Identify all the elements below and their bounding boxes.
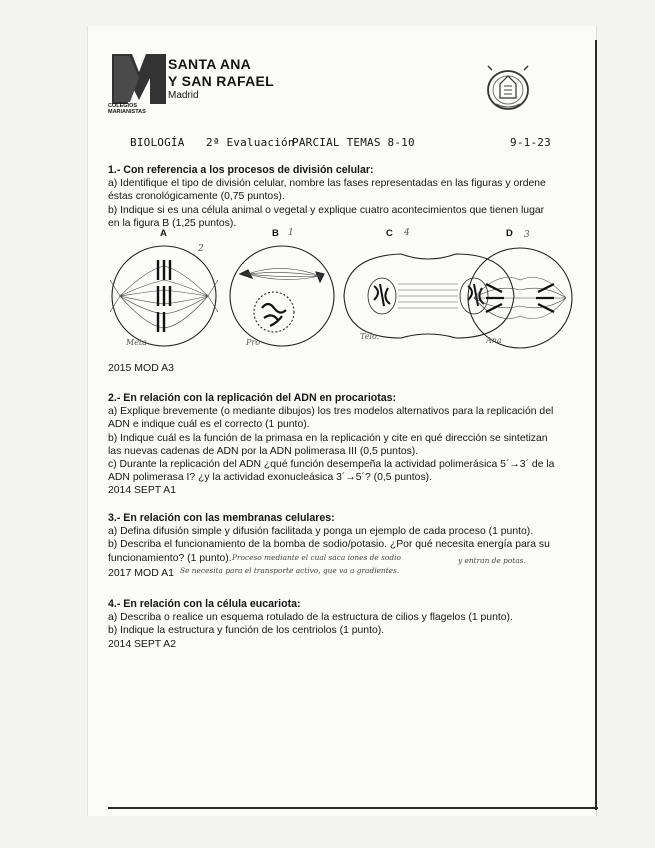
evaluation: 2ª Evaluación — [206, 136, 295, 149]
school-seal-icon — [482, 64, 534, 112]
question-3-source: 2017 MOD A1 — [108, 567, 174, 579]
sheet-edge-right — [595, 40, 597, 810]
figure-d-letter: D — [506, 228, 513, 239]
handwritten-answer-q3b-cont: y entran de potas. — [458, 556, 526, 565]
figure-b-order: 1 — [288, 228, 294, 238]
question-1-line: a) Identifique el tipo de división celular, nombre las fases representadas en las figuras y ordene — [108, 178, 546, 190]
exam-title: PARCIAL TEMAS 8-10 — [292, 136, 415, 149]
cell-division-figures — [106, 240, 576, 358]
handwritten-answer-q3b: Proceso mediante el cual saca iones de sodio — [232, 553, 401, 562]
question-2-line: c) Durante la replicación del ADN ¿qué función desempeña la actividad polimerásica 5´→3´ de la — [108, 459, 555, 471]
figure-d-anaphase — [468, 248, 572, 348]
exam-date: 9-1-23 — [510, 136, 551, 149]
figure-a-order: 2 — [198, 244, 204, 254]
question-3-line: funcionamiento? (1 punto). — [108, 552, 232, 564]
school-sub — [108, 103, 146, 115]
figure-b-phase: Pro — [246, 338, 261, 347]
question-2 — [108, 392, 578, 498]
question-4-title: 4.- En relación con la célula eucariota: — [108, 598, 301, 610]
question-1-title: 1.- Con referencia a los procesos de división celular: — [108, 164, 374, 176]
figure-d-order: 3 — [524, 230, 530, 240]
question-3-line: b) Describa el funcionamiento de la bomba de sodio/potasio. ¿Por qué necesita energía para su — [108, 539, 550, 551]
question-1-line: en la figura B (1,25 puntos). — [108, 217, 237, 229]
question-1 — [108, 164, 578, 230]
figure-c-phase: Telo. — [360, 332, 380, 341]
question-2-title: 2.- En relación con la replicación del ADN en procariotas: — [108, 392, 397, 404]
sheet-edge-bottom — [108, 807, 598, 809]
question-2-line: ADN e indique cuál es el correcto (1 punto). — [108, 419, 310, 431]
question-3-line: a) Defina difusión simple y difusión facilitada y ponga un ejemplo de cada proceso (1 punto). — [108, 526, 534, 538]
school-sub-line1: COLEGIOS — [108, 103, 138, 109]
question-4 — [108, 598, 578, 651]
question-3-title: 3.- En relación con las membranas celulares: — [108, 512, 335, 524]
question-1-source: 2015 MOD A3 — [108, 362, 174, 374]
question-4-line: b) Indique la estructura y función de los centriolos (1 punto). — [108, 625, 385, 637]
handwritten-answer-q3-energy: Se necesita para el transporte activo, que va a gradientes. — [180, 566, 400, 575]
subject: BIOLOGÍA — [130, 136, 185, 149]
question-1-line: b) Indique si es una célula animal o vegetal y explique cuatro acontecimientos que tienen lugar — [108, 204, 545, 216]
school-sub-line2: MARIANISTAS — [108, 109, 146, 115]
figure-c-letter: C — [386, 228, 393, 239]
figure-c-order: 4 — [404, 228, 410, 238]
figure-d-phase: Ana — [486, 336, 502, 345]
figure-a-phase: Meta — [126, 338, 147, 347]
question-1-line: éstas cronológicamente (0,75 puntos). — [108, 191, 285, 203]
school-city: Madrid — [168, 90, 199, 101]
question-2-source: 2014 SEPT A1 — [108, 485, 176, 497]
figure-c-telophase — [344, 254, 514, 338]
figure-a-metaphase — [110, 246, 218, 346]
question-2-line: las nuevas cadenas de ADN por la ADN polimerasa III (0,5 puntos). — [108, 445, 419, 457]
question-2-line: a) Explique brevemente (o mediante dibujos) los tres modelos alternativos para la replicación del — [108, 406, 554, 418]
question-4-source: 2014 SEPT A2 — [108, 638, 176, 650]
school-name — [168, 56, 274, 90]
figure-b-prophase — [230, 246, 334, 346]
question-4-line: a) Describa o realice un esquema rotulado de la estructura de cilios y flagelos (1 punto). — [108, 612, 513, 624]
question-2-line: ADN polimerasa I? ¿y la actividad exonucleásica 3´→5´? (0,5 puntos). — [108, 472, 432, 484]
school-name-line1: SANTA ANA — [168, 56, 252, 72]
figure-a-letter: A — [160, 228, 167, 239]
question-2-line: b) Indique cuál es la función de la primasa en la replicación y cite en qué dirección se sintetizan — [108, 432, 548, 444]
school-name-line2: Y SAN RAFAEL — [168, 73, 275, 89]
figure-b-letter: B — [272, 228, 279, 239]
